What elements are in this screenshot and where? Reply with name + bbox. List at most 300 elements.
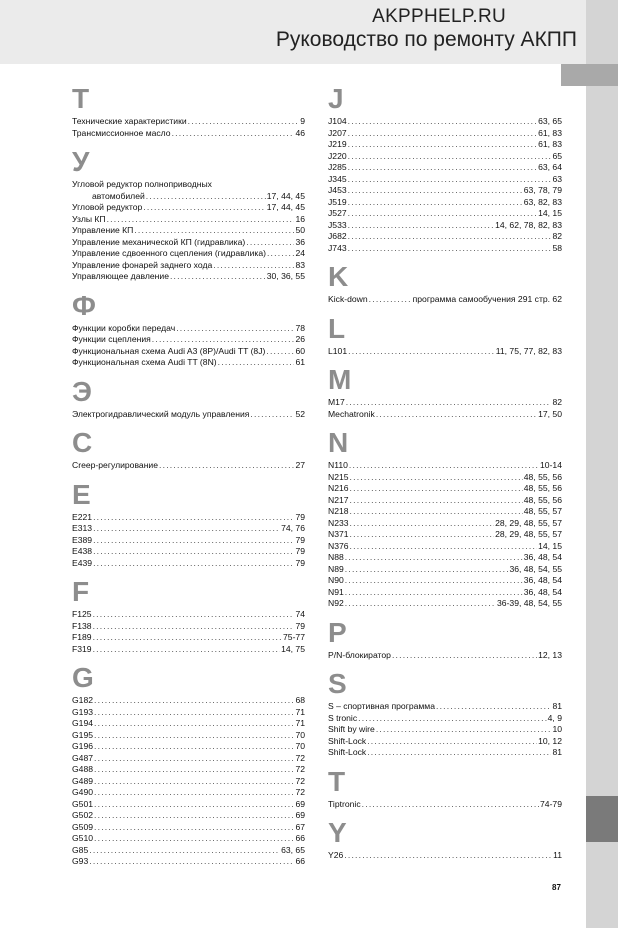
- index-section: [328, 314, 562, 358]
- entry-label: N217: [328, 494, 349, 505]
- entry-label: Управление фонарей заднего хода: [72, 259, 213, 270]
- index-entry: [72, 787, 305, 799]
- leader-dots: [348, 346, 495, 358]
- entry-label: G195: [72, 729, 94, 740]
- entry-label: Управление механической КП (гидравлика): [72, 236, 246, 247]
- leader-dots: [348, 128, 537, 140]
- entry-pages: 79: [295, 546, 305, 556]
- entry-pages: 63, 82, 83: [523, 196, 562, 207]
- leader-dots: [345, 552, 523, 564]
- index-section: [328, 767, 562, 811]
- entry-pages: 36, 48, 54: [523, 552, 562, 562]
- leader-dots: [348, 162, 537, 174]
- entry-label: Функциональная схема Audi A3 (8P)/Audi TT (8J): [72, 345, 266, 356]
- entry-pages: 63, 64: [538, 162, 562, 172]
- entry-label: G489: [72, 775, 94, 786]
- entry-pages: 81: [552, 747, 562, 757]
- index-entry: [72, 810, 305, 822]
- leader-dots: [93, 512, 294, 524]
- entry-label: N92: [328, 598, 344, 608]
- index-entry: [72, 632, 305, 644]
- leader-dots: [93, 546, 294, 558]
- entry-label: S tronic: [328, 712, 358, 723]
- entry-label: Технические характеристики: [72, 116, 187, 126]
- entry-label: N233: [328, 517, 349, 528]
- index-entry: [72, 535, 305, 547]
- leader-dots: [94, 810, 294, 822]
- index-entry: [328, 598, 562, 610]
- leader-dots: [348, 197, 523, 209]
- entry-pages: 4, 9: [547, 712, 562, 723]
- entry-pages: 14, 15: [538, 208, 562, 218]
- entry-pages: 66: [295, 856, 305, 866]
- index-entry: [328, 151, 562, 163]
- leader-dots: [143, 202, 265, 214]
- leader-dots: [436, 701, 551, 713]
- index-entry: [72, 248, 305, 260]
- index-entry: [328, 564, 562, 576]
- entry-label: G193: [72, 706, 94, 717]
- entry-pages: 72: [295, 787, 305, 797]
- leader-dots: [376, 409, 537, 421]
- index-entry: [72, 271, 305, 283]
- index-entry: [328, 518, 562, 530]
- leader-dots: [348, 151, 552, 163]
- leader-dots: [89, 845, 280, 857]
- entry-label: Функции сцепления: [72, 334, 151, 344]
- index-entry: [72, 609, 305, 621]
- entry-pages: 28, 29, 48, 55, 57: [495, 529, 562, 539]
- entry-label: E221: [72, 511, 93, 522]
- entry-pages: 36: [295, 236, 305, 247]
- entry-pages: 48, 55, 56: [523, 471, 562, 482]
- index-entry: [328, 529, 562, 541]
- index-entry: [72, 179, 305, 191]
- entry-label: Угловой редуктор: [72, 202, 143, 212]
- section-letter: У: [72, 146, 90, 177]
- entry-pages: 63, 65: [281, 844, 305, 855]
- leader-dots: [348, 116, 537, 128]
- entry-label: J220: [328, 150, 347, 161]
- index-entry: [328, 231, 562, 243]
- leader-dots: [348, 220, 494, 232]
- index-entry: [328, 208, 562, 220]
- index-section: [72, 480, 305, 570]
- entry-pages: 81: [552, 701, 562, 711]
- index-entry: [72, 833, 305, 845]
- leader-dots: [367, 736, 537, 748]
- index-entry: [328, 185, 562, 197]
- leader-dots: [93, 609, 295, 621]
- entry-pages: 58: [552, 242, 562, 253]
- leader-dots: [93, 558, 294, 570]
- index-entry: [328, 483, 562, 495]
- entry-pages: 63, 78, 79: [523, 185, 562, 195]
- entry-pages: 27: [295, 460, 305, 470]
- index-section: [328, 818, 562, 862]
- leader-dots: [348, 231, 552, 243]
- index-entry: [72, 460, 305, 472]
- leader-dots: [218, 357, 295, 369]
- index-entry: [328, 409, 562, 421]
- entry-pages: 82: [552, 231, 562, 241]
- entry-pages: 83: [295, 259, 305, 270]
- entry-label: G196: [72, 741, 94, 751]
- entry-pages: 14, 75: [281, 643, 305, 654]
- section-letter: M: [328, 364, 352, 395]
- entry-pages: 12, 13: [538, 649, 562, 660]
- entry-pages: 70: [295, 741, 305, 751]
- entry-label: G488: [72, 764, 94, 774]
- index-entry: [72, 237, 305, 249]
- side-bar: [586, 0, 618, 928]
- section-letter: K: [328, 261, 349, 292]
- index-entry: [328, 346, 562, 358]
- entry-label: Управление сдвоенного сцепления (гидравлика): [72, 248, 266, 258]
- leader-dots: [350, 541, 538, 553]
- entry-pages: 67: [295, 821, 305, 832]
- index-entry: [328, 541, 562, 553]
- side-tab-bottom: [586, 796, 618, 842]
- entry-pages: 79: [295, 620, 305, 631]
- entry-label: Электрогидравлический модуль управления: [72, 408, 250, 419]
- entry-label: J219: [328, 139, 347, 149]
- entry-label: G182: [72, 695, 94, 705]
- entry-label: F125: [72, 609, 92, 619]
- entry-pages: 60: [295, 345, 305, 356]
- index-entry: [72, 116, 305, 128]
- leader-dots: [170, 271, 266, 283]
- leader-dots: [350, 518, 495, 530]
- index-entry: [72, 644, 305, 656]
- index-entry: [72, 707, 305, 719]
- section-letter: L: [328, 312, 346, 344]
- entry-label: G487: [72, 752, 94, 763]
- index-entry: [72, 845, 305, 857]
- index-entry: [72, 128, 305, 140]
- entry-label: Управление КП: [72, 225, 134, 235]
- index-entry: [328, 575, 562, 587]
- index-entry: [72, 346, 305, 358]
- leader-dots: [358, 713, 547, 725]
- index-entry: [72, 202, 305, 214]
- index-entry: [72, 225, 305, 237]
- entry-pages: 78: [295, 322, 305, 333]
- entry-label: N218: [328, 506, 349, 516]
- index-entry: [72, 191, 305, 203]
- index-section: [72, 291, 305, 369]
- leader-dots: [176, 323, 294, 335]
- leader-dots: [350, 495, 523, 507]
- entry-label: N371: [328, 529, 349, 539]
- entry-pages: 79: [295, 557, 305, 568]
- index-section: [72, 428, 305, 472]
- entry-pages: 74-79: [540, 798, 562, 809]
- leader-dots: [345, 575, 523, 587]
- entry-pages: 79: [295, 534, 305, 545]
- index-entry: [72, 334, 305, 346]
- leader-dots: [94, 822, 294, 834]
- leader-dots: [376, 724, 552, 736]
- entry-label: Y26: [328, 850, 344, 860]
- index-entry: [72, 753, 305, 765]
- index-entry: [72, 558, 305, 570]
- index-section: [328, 618, 562, 662]
- entry-pages: 65: [552, 150, 562, 161]
- leader-dots: [94, 799, 294, 811]
- index-entry: [328, 799, 562, 811]
- leader-dots: [346, 397, 552, 409]
- index-entry: [72, 776, 305, 788]
- index-entry: [72, 730, 305, 742]
- leader-dots: [93, 632, 282, 644]
- leader-dots: [345, 598, 496, 610]
- index-section: [72, 147, 305, 283]
- leader-dots: [94, 695, 294, 707]
- entry-pages: 11: [553, 850, 562, 860]
- index-entry: [328, 162, 562, 174]
- entry-pages: 79: [295, 511, 305, 522]
- index-entry: [328, 174, 562, 186]
- index-entry: [72, 621, 305, 633]
- entry-pages: 50: [295, 225, 305, 235]
- index-section: [328, 428, 562, 610]
- leader-dots: [266, 346, 294, 358]
- entry-label: P/N-блокиратор: [328, 649, 391, 660]
- entry-label: Mechatronik: [328, 408, 375, 419]
- section-letter: C: [72, 427, 93, 458]
- entry-pages: 16: [295, 213, 305, 224]
- index-section: [328, 262, 562, 306]
- leader-dots: [94, 718, 294, 730]
- entry-label: J453: [328, 185, 347, 195]
- entry-pages: 36, 48, 54: [523, 586, 562, 597]
- leader-dots: [348, 174, 552, 186]
- index-entry: [328, 736, 562, 748]
- index-entry: [328, 701, 562, 713]
- section-letter: Y: [328, 817, 347, 848]
- entry-label: N91: [328, 586, 344, 597]
- entry-pages: 52: [295, 408, 305, 419]
- leader-dots: [344, 850, 552, 862]
- leader-dots: [94, 764, 294, 776]
- leader-dots: [93, 621, 295, 633]
- entry-pages: 72: [295, 775, 305, 786]
- leader-dots: [152, 334, 295, 346]
- index-entry: [328, 294, 562, 306]
- entry-pages: 24: [295, 248, 305, 258]
- entry-label: J527: [328, 208, 347, 218]
- index-entry: [72, 260, 305, 272]
- index-entry: [328, 850, 562, 862]
- index-entry: [328, 116, 562, 128]
- leader-dots: [159, 460, 294, 472]
- entry-label: E439: [72, 557, 93, 568]
- section-letter: J: [328, 83, 344, 114]
- section-letter: S: [328, 668, 347, 699]
- entry-label: G501: [72, 798, 94, 809]
- entry-pages: 48, 55, 57: [523, 506, 562, 516]
- entry-label: G510: [72, 833, 94, 843]
- entry-pages: 61: [295, 357, 305, 367]
- entry-label: N89: [328, 563, 344, 574]
- entry-label: S – спортивная программа: [328, 701, 435, 711]
- index-entry: [328, 552, 562, 564]
- page-number: 87: [552, 883, 561, 892]
- leader-dots: [350, 529, 495, 541]
- section-letter: G: [72, 662, 94, 693]
- index-entry: [72, 409, 305, 421]
- index-entry: [72, 764, 305, 776]
- section-letter: F: [72, 576, 90, 607]
- index-entry: [328, 506, 562, 518]
- index-section: [72, 663, 305, 868]
- entry-label: J207: [328, 127, 347, 138]
- entry-label: J519: [328, 196, 347, 207]
- entry-label: J104: [328, 116, 347, 126]
- section-letter: N: [328, 427, 349, 458]
- index-entry: [328, 724, 562, 736]
- section-letter: E: [72, 478, 91, 510]
- leader-dots: [107, 214, 295, 226]
- entry-label: M17: [328, 397, 345, 407]
- leader-dots: [348, 139, 537, 151]
- entry-pages: 70: [295, 729, 305, 740]
- entry-label: F189: [72, 632, 92, 642]
- section-letter: Э: [72, 375, 92, 407]
- index-section: [328, 669, 562, 759]
- entry-label: G490: [72, 787, 94, 797]
- index-entry: [72, 799, 305, 811]
- entry-pages: 69: [295, 810, 305, 820]
- entry-label: L101: [328, 345, 348, 356]
- index-entry: [328, 747, 562, 759]
- entry-pages: 72: [295, 764, 305, 774]
- page-header: [0, 0, 618, 64]
- entry-pages: 46: [295, 127, 305, 138]
- index-column-right: [328, 84, 562, 870]
- entry-pages: 30, 36, 55: [266, 271, 305, 281]
- entry-label: Shift by wire: [328, 724, 375, 734]
- leader-dots: [94, 707, 294, 719]
- entry-label: J533: [328, 219, 347, 230]
- side-tab-top: [561, 64, 618, 86]
- index-entry: [328, 495, 562, 507]
- entry-pages: 26: [295, 334, 305, 344]
- index-section: [328, 365, 562, 420]
- entry-label: Creep-регулирование: [72, 460, 159, 470]
- index-entry: [328, 713, 562, 725]
- leader-dots: [348, 208, 537, 220]
- entry-label: F319: [72, 643, 92, 654]
- entry-label: E389: [72, 534, 93, 545]
- index-entry: [328, 397, 562, 409]
- index-entry: [328, 128, 562, 140]
- index-entry: [72, 214, 305, 226]
- entry-pages: программа самообучения 291 стр. 62: [412, 294, 562, 304]
- leader-dots: [94, 741, 294, 753]
- leader-dots: [93, 535, 294, 547]
- leader-dots: [213, 260, 294, 272]
- leader-dots: [146, 191, 266, 203]
- entry-pages: 61, 83: [538, 139, 562, 149]
- leader-dots: [93, 523, 280, 535]
- entry-label: E313: [72, 523, 93, 533]
- header-site: AKPPHELP.RU: [372, 6, 506, 27]
- entry-pages: 71: [295, 718, 305, 728]
- entry-label: F138: [72, 620, 92, 631]
- entry-pages: 10, 12: [538, 735, 562, 746]
- index-entry: [328, 472, 562, 484]
- index-entry: [72, 546, 305, 558]
- leader-dots: [348, 185, 523, 197]
- entry-label: N88: [328, 552, 344, 562]
- entry-label: G93: [72, 856, 89, 866]
- index-section: [328, 84, 562, 254]
- entry-label: N376: [328, 540, 349, 551]
- leader-dots: [345, 564, 509, 576]
- index-entry: [328, 460, 562, 472]
- entry-pages: 74: [295, 609, 305, 619]
- entry-label: Функции коробки передач: [72, 322, 176, 333]
- index-section: [72, 84, 305, 139]
- section-letter: Ф: [72, 289, 96, 321]
- index-entry: [72, 512, 305, 524]
- index-entry: [328, 139, 562, 151]
- index-entry: [72, 357, 305, 369]
- entry-pages: 17, 50: [538, 408, 562, 419]
- entry-label: Функциональная схема Audi TT (8N): [72, 357, 217, 367]
- entry-pages: 69: [295, 798, 305, 809]
- leader-dots: [94, 776, 294, 788]
- leader-dots: [94, 833, 294, 845]
- entry-label: Угловой редуктор полноприводных: [72, 179, 212, 189]
- index-entry: [72, 323, 305, 335]
- index-entry: [72, 695, 305, 707]
- entry-pages: 36, 48, 54, 55: [509, 563, 562, 574]
- index-column-left: [72, 84, 305, 876]
- leader-dots: [246, 237, 294, 249]
- leader-dots: [345, 587, 523, 599]
- entry-label: J345: [328, 173, 347, 184]
- section-letter: Т: [72, 83, 90, 114]
- entry-pages: 72: [295, 752, 305, 763]
- section-letter: P: [328, 616, 347, 648]
- entry-pages: 17, 44, 45: [266, 202, 305, 212]
- entry-pages: 10-14: [540, 460, 562, 470]
- index-entry: [72, 856, 305, 868]
- index-entry: [328, 243, 562, 255]
- index-entry: [72, 741, 305, 753]
- entry-label: J285: [328, 162, 347, 172]
- entry-label: N110: [328, 460, 348, 470]
- index-entry: [72, 718, 305, 730]
- entry-pages: 48, 55, 56: [523, 483, 562, 493]
- entry-label: G194: [72, 718, 94, 728]
- leader-dots: [350, 472, 523, 484]
- entry-pages: 36-39, 48, 54, 55: [497, 598, 562, 608]
- entry-pages: 74, 76: [281, 523, 305, 533]
- entry-pages: 10: [552, 724, 562, 734]
- entry-label: Управляющее давление: [72, 271, 169, 281]
- index-entry: [328, 197, 562, 209]
- entry-pages: 75-77: [283, 632, 305, 642]
- leader-dots: [350, 483, 523, 495]
- entry-pages: 68: [295, 695, 305, 705]
- index-entry: [328, 220, 562, 232]
- entry-label: Kick-down: [328, 294, 368, 304]
- leader-dots: [267, 248, 294, 260]
